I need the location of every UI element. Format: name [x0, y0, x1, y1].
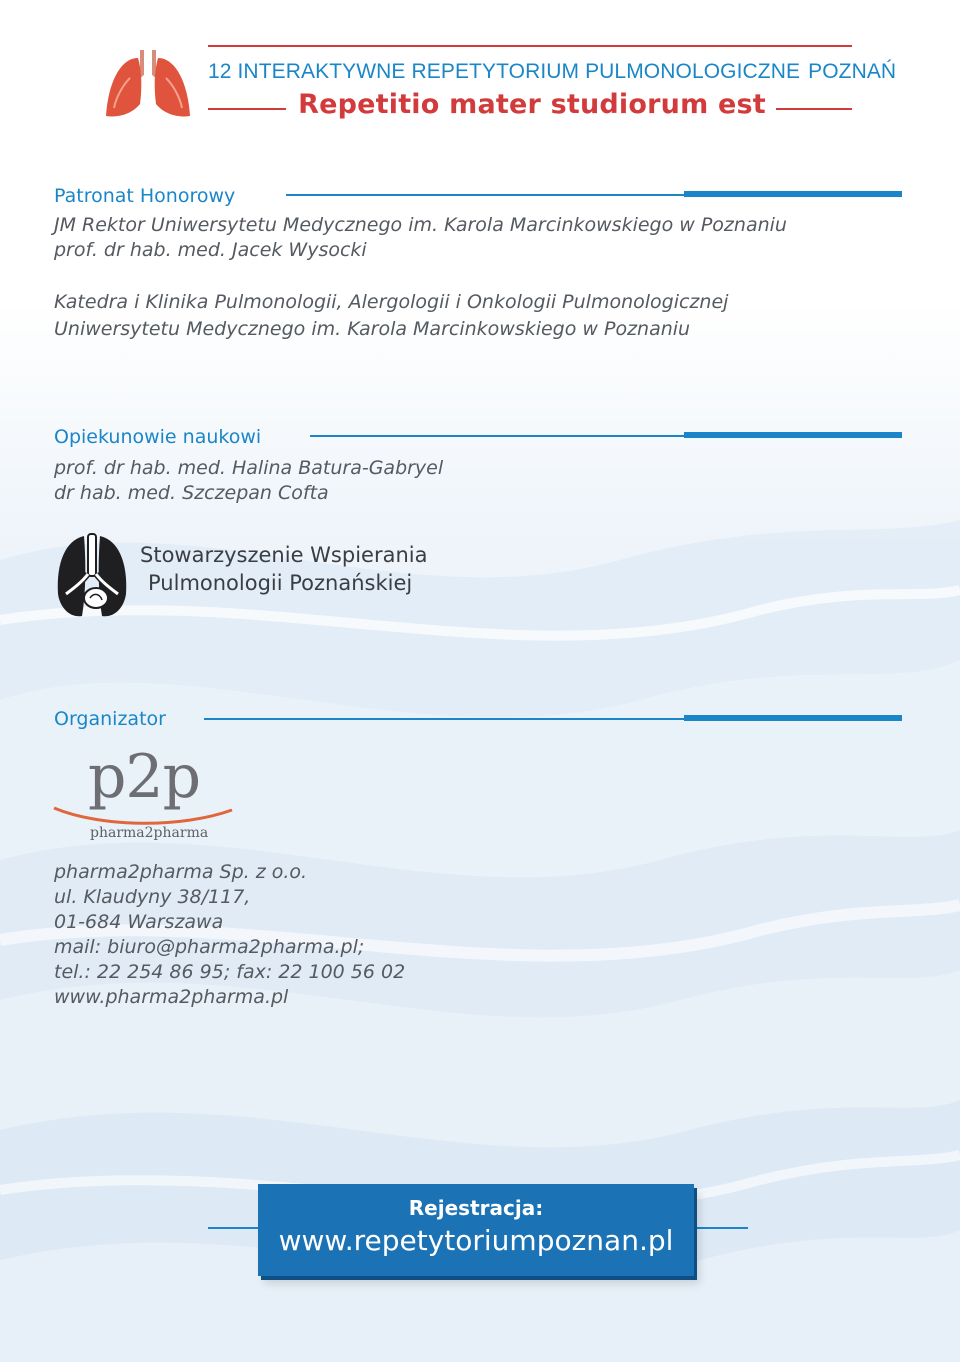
organizer-logo-sub: pharma2pharma	[90, 825, 209, 841]
honorary-line: Katedra i Klinika Pulmonologii, Alergologii i Onkologii Pulmonologicznej	[54, 291, 729, 313]
motto: Repetitio mater studiorum est	[298, 89, 766, 120]
header-rule-top	[208, 45, 852, 47]
organizer-phone: tel.: 22 254 86 95; fax: 22 100 56 02	[54, 961, 406, 983]
honorary-rule-thin	[286, 194, 686, 196]
organizer-line: ul. Klaudyny 38/117,	[54, 886, 251, 908]
lungs-icon	[100, 44, 196, 124]
honorary-line: JM Rektor Uniwersytetu Medycznego im. Karola Marcinkowskiego w Poznaniu	[54, 214, 787, 236]
registration-box[interactable]	[258, 1184, 694, 1276]
motto-rule-left	[208, 108, 286, 110]
scientific-line: dr hab. med. Szczepan Cofta	[54, 482, 329, 504]
bronchial-tree-icon	[54, 532, 130, 620]
organizer-logo-mark: p2p	[88, 742, 200, 812]
association-name-line1: Stowarzyszenie Wspierania	[140, 543, 428, 567]
registration-label: Rejestracja:	[408, 1196, 544, 1220]
organizer-website-link[interactable]: www.pharma2pharma.pl	[54, 986, 289, 1008]
honorary-heading: Patronat Honorowy	[54, 185, 236, 207]
organizer-line: 01-684 Warszawa	[54, 911, 224, 933]
organizer-rule-thin	[204, 718, 686, 720]
organizer-email[interactable]: mail: biuro@pharma2pharma.pl;	[54, 936, 365, 958]
association-name-line2: Pulmonologii Poznańskiej	[148, 571, 413, 595]
event-title-text: 12 INTERAKTYWNE REPETYTORIUM PULMONOLOGICZNE	[208, 60, 801, 83]
registration-url-link[interactable]: www.repetytoriumpoznan.pl	[278, 1224, 674, 1257]
honorary-line: Uniwersytetu Medycznego im. Karola Marcinkowskiego w Poznaniu	[54, 318, 691, 340]
scientific-heading: Opiekunowie naukowi	[54, 426, 262, 448]
honorary-rule-thick	[684, 191, 902, 197]
registration-rule-left	[208, 1227, 260, 1229]
scientific-rule-thin	[310, 435, 686, 437]
motto-rule-right	[776, 108, 852, 110]
registration-rule-right	[694, 1227, 748, 1229]
organizer-heading: Organizator	[54, 708, 166, 730]
event-city: POZNAŃ	[808, 60, 897, 83]
organizer-rule-thick	[684, 715, 902, 721]
scientific-rule-thick	[684, 432, 902, 438]
organizer-line: pharma2pharma Sp. z o.o.	[54, 861, 308, 883]
association-name	[140, 541, 427, 597]
scientific-line: prof. dr hab. med. Halina Batura-Gabryel	[54, 457, 444, 479]
event-title	[208, 60, 897, 84]
honorary-line: prof. dr hab. med. Jacek Wysocki	[54, 239, 367, 261]
